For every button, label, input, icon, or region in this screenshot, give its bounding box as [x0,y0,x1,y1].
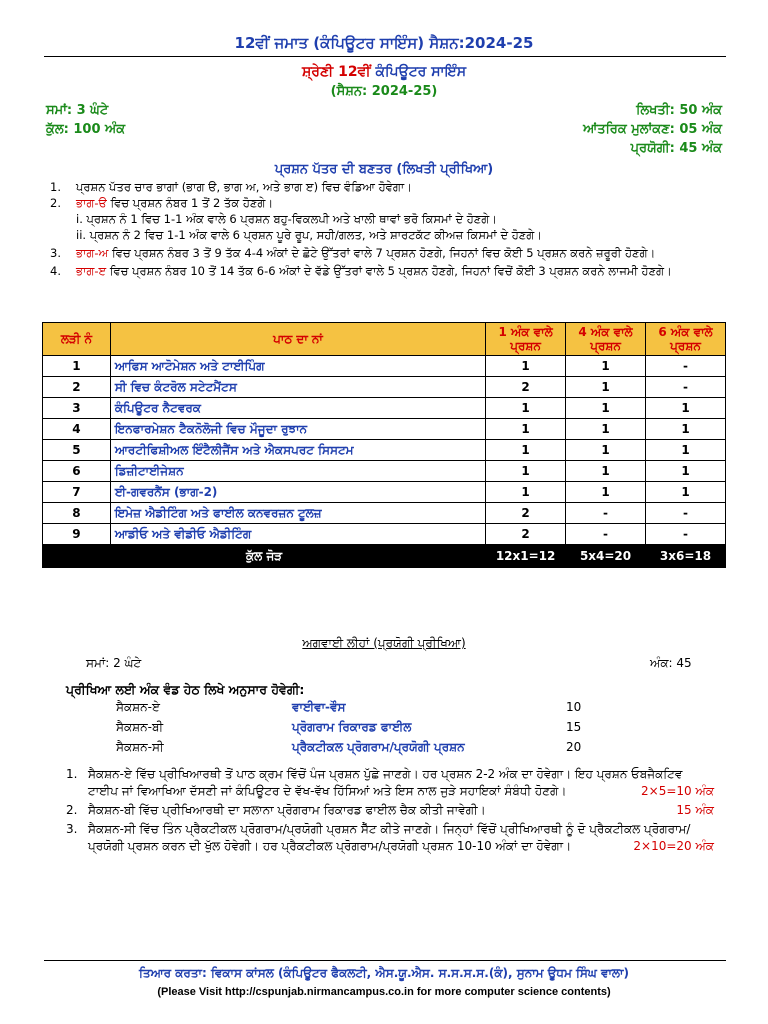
one-mark-cell: 1 [486,419,566,440]
serial-cell: 6 [43,461,111,482]
section-c-marks: 20 [566,740,582,754]
lesson-cell: ਇਮੇਜ਼ ਐਡੀਟਿੰਗ ਅਤੇ ਫਾਈਲ ਕਨਵਰਜ਼ਨ ਟੂਲਜ਼ [110,503,485,524]
col-lesson: ਪਾਠ ਦਾ ਨਾਂ [110,323,485,356]
internal-marks: ਆਂਤਰਿਕ ਮੁਲਾਂਕਣ: 05 ਅੰਕ [583,122,722,137]
total-row [43,545,726,568]
lesson-cell: ਕੰਪਿਊਟਰ ਨੈਟਵਰਕ [110,398,485,419]
six-mark-cell: 1 [646,398,726,419]
session: (ਸੈਸ਼ਨ: 2024-25) [330,84,438,99]
four-mark-cell: 1 [566,419,646,440]
lesson-cell: ਈ-ਗਵਰਨੈਂਸ (ਭਾਗ-2) [110,482,485,503]
one-mark-cell: 1 [486,356,566,377]
six-mark-cell: 1 [646,440,726,461]
practical-time: ਸਮਾਂ: 2 ਘੰਟੇ [86,656,142,670]
distribution-heading: ਪ੍ਰੀਖਿਆ ਲਈ ਅੰਕ ਵੰਡ ਹੇਠ ਲਿਖੇ ਅਨੁਸਾਰ ਹੋਵੇਗੀ: [66,682,305,697]
list-item: 2. ਸੈਕਸ਼ਨ-ਬੀ ਵਿੱਚ ਪ੍ਰੀਖਿਆਰਥੀ ਦਾ ਸਲਾਨਾ ਪ੍ਰੋਗਰਾਮ ਰਿਕਾਰਡ ਫਾਈਲ ਚੈਕ ਕੀਤੀ ਜਾਵੇਗੀ। 15 ਅੰਕ [66,803,714,817]
practical-marks: ਪ੍ਰਯੋਗੀ: 45 ਅੰਕ [630,141,722,156]
lesson-cell: ਡਿਜ਼ੀਟਾਈਜੇਸ਼ਨ [110,461,485,482]
col-six-mark: 6 ਅੰਕ ਵਾਲੇ ਪ੍ਰਸ਼ਨ [646,323,726,356]
table-row [43,419,726,440]
serial-cell: 4 [43,419,111,440]
one-mark-cell: 2 [486,377,566,398]
table-row [43,524,726,545]
paper-structure-list [50,179,720,279]
total-value: 3x6=18 [646,545,726,568]
table-header-row [43,323,726,356]
one-mark-cell: 1 [486,398,566,419]
table-row [43,461,726,482]
syllabus-table [42,322,726,568]
six-mark-cell: 1 [646,482,726,503]
col-one-mark: 1 ਅੰਕ ਵਾਲੇ ਪ੍ਰਸ਼ਨ [486,323,566,356]
one-mark-cell: 2 [486,503,566,524]
list-item: ii. ਪ੍ਰਸ਼ਨ ਨੰ 2 ਵਿਚ 1-1 ਅੰਕ ਵਾਲੇ 6 ਪ੍ਰਸ਼ਨ ਪੂਰੇ ਰੂਪ, ਸਹੀ/ਗਲਤ, ਅਤੇ ਸ਼ਾਰਟਕੱਟ ਕੀਅਜ਼ ਕਿਸਮਾਂ ਦੇ ਹੋਣਗੇ। [76,228,543,242]
four-mark-cell: 1 [566,377,646,398]
written-marks: ਲਿਖਤੀ: 50 ਅੰਕ [636,103,722,118]
col-four-mark: 4 ਅੰਕ ਵਾਲੇ ਪ੍ਰਸ਼ਨ [566,323,646,356]
lesson-cell: ਸੀ ਵਿਚ ਕੰਟਰੋਲ ਸਟੇਟਮੈਂਟਸ [110,377,485,398]
divider [44,56,726,57]
practical-instructions [66,766,714,855]
col-serial: ਲੜੀ ਨੰ [43,323,111,356]
serial-cell: 9 [43,524,111,545]
visit-link: (Please Visit http://cspunjab.nirmancampus.co.in for more computer science contents) [157,986,611,998]
section-a-marks: 10 [566,700,582,714]
list-item: 3. ਭਾਗ-ਅ ਵਿਚ ਪ੍ਰਸ਼ਨ ਨੰਬਰ 3 ਤੋਂ 9 ਤੱਕ 4-4 ਅੰਕਾਂ ਦੇ ਛੋਟੇ ਉੱਤਰਾਂ ਵਾਲੇ 7 ਪ੍ਰਸ਼ਨ ਹੋਣਗੇ, ਜਿਹਨਾਂ ਵਿਚ ਕੋਈ 5 ਪ੍ਰਸ਼ਨ ਕਰਨੇ ਜ਼ਰੂਰੀ ਹੋਣਗੇ। [50,246,656,260]
time-label: ਸਮਾਂ: 3 ਘੰਟੇ [46,103,109,118]
section-a-label: ਵਾਈਵਾ-ਵੌਸ [292,700,346,714]
six-mark-cell: 1 [646,461,726,482]
serial-cell: 7 [43,482,111,503]
paper-structure-heading: ਪ੍ਰਸ਼ਨ ਪੱਤਰ ਦੀ ਬਣਤਰ (ਲਿਖਤੀ ਪ੍ਰੀਖਿਆ) [274,162,494,177]
section-b-marks: 15 [566,720,582,734]
table-row [43,503,726,524]
six-mark-cell: - [646,356,726,377]
serial-cell: 2 [43,377,111,398]
section-b-label: ਪ੍ਰੋਗਰਾਮ ਰਿਕਾਰਡ ਫਾਈਲ [292,720,412,734]
serial-cell: 5 [43,440,111,461]
subtitle-class: ਸ਼੍ਰੇਣੀ 12ਵੀਂ [301,64,371,80]
section-b-name: ਸੈਕਸ਼ਨ-ਬੀ [116,720,164,734]
section-c-label: ਪ੍ਰੈਕਟੀਕਲ ਪ੍ਰੋਗਰਾਮ/ਪ੍ਰਯੋਗੀ ਪ੍ਰਸ਼ਨ [292,740,465,754]
list-item: i. ਪ੍ਰਸ਼ਨ ਨੰ 1 ਵਿਚ 1-1 ਅੰਕ ਵਾਲੇ 6 ਪ੍ਰਸ਼ਨ ਬਹੁ-ਵਿਕਲਪੀ ਅਤੇ ਖਾਲੀ ਥਾਵਾਂ ਭਰੋ ਕਿਸਮਾਂ ਦੇ ਹੋਣਗੇ। [76,212,498,226]
list-item: 4. ਭਾਗ-ੲ ਵਿਚ ਪ੍ਰਸ਼ਨ ਨੰਬਰ 10 ਤੋਂ 14 ਤੱਕ 6-6 ਅੰਕਾਂ ਦੇ ਵੱਡੇ ਉੱਤਰਾਂ ਵਾਲੇ 5 ਪ੍ਰਸ਼ਨ ਹੋਣਗੇ, ਜਿਹਨਾਂ ਵਿਚੋਂ ਕੋਈ 3 ਪ੍ਰਸ਼ਨ ਕਰਨੇ ਲਾਜਮੀ ਹੋਣਗੇ। [50,264,672,278]
list-item: 3. ਸੈਕਸ਼ਨ-ਸੀ ਵਿੱਚ ਤਿੰਨ ਪ੍ਰੈਕਟੀਕਲ ਪ੍ਰੋਗਰਾਮ/ਪ੍ਰਯੋਗੀ ਪ੍ਰਸ਼ਨ ਸੈੱਟ ਕੀਤੇ ਜਾਣਗੇ। ਜਿਨ੍ਹਾਂ ਵਿੱਚੋਂ ਪ੍ਰੀਖਿਆਰਥੀ ਨੂੰ ਦੋ ਪ੍ਰੈਕਟੀਕਲ ਪ੍ਰੋਗਰਾਮ/ਪ੍ਰਯੋਗੀ ਪ੍ਰਸ਼ਨ ਕਰਨ ਦੀ ਖੁੱਲ ਹੋਵੇਗੀ। ਹਰ ਪ੍ਰੈਕਟੀਕਲ ਪ੍ਰੋਗਰਾਮ/ਪ੍ਰਯੋਗੀ ਪ੍ਰਸ਼ਨ 10-10 ਅੰਕਾਂ ਦਾ ਹੋਵੇਗਾ। [66,822,691,853]
section-a-name: ਸੈਕਸ਼ਨ-ਏ [116,700,160,714]
instruction-1-marks: 2×5=10 ਅੰਕ [641,784,714,798]
list-item: 1. ਪ੍ਰਸ਼ਨ ਪੱਤਰ ਚਾਰ ਭਾਗਾਂ (ਭਾਗ ੳ, ਭਾਗ ਅ, ਅਤੇ ਭਾਗ ੲ) ਵਿਚ ਵੰਡਿਆ ਹੋਵੇਗਾ। [50,180,412,194]
lesson-cell: ਆਡੀਓ ਅਤੇ ਵੀਡੀਓ ਐਡੀਟਿੰਗ [110,524,485,545]
one-mark-cell: 2 [486,524,566,545]
practical-marks-total: ਅੰਕ: 45 [650,656,692,670]
table-row [43,440,726,461]
six-mark-cell: - [646,377,726,398]
total-value: 5x4=20 [566,545,646,568]
lesson-cell: ਆਰਟੀਫਿਸ਼ੀਅਲ ਇੰਟੈਲੀਜੈਂਸ ਅਤੇ ਐਕਸਪਰਟ ਸਿਸਟਮ [110,440,485,461]
four-mark-cell: 1 [566,461,646,482]
subtitle [0,64,768,80]
table-row [43,377,726,398]
total-marks: ਕੁੱਲ: 100 ਅੰਕ [46,122,126,137]
table-row [43,482,726,503]
section-c-name: ਸੈਕਸ਼ਨ-ਸੀ [116,740,164,754]
subtitle-subject: ਕੰਪਿਊਟਰ ਸਾਇੰਸ [375,64,467,80]
instruction-2-marks: 15 ਅੰਕ [676,803,714,817]
four-mark-cell: 1 [566,398,646,419]
footer-divider [44,960,726,961]
six-mark-cell: - [646,503,726,524]
serial-cell: 3 [43,398,111,419]
page-title: 12ਵੀਂ ਜਮਾਤ (ਕੰਪਿਊਟਰ ਸਾਇੰਸ) ਸੈਸ਼ਨ:2024-25 [234,34,534,52]
table-row [43,398,726,419]
serial-cell: 8 [43,503,111,524]
four-mark-cell: 1 [566,482,646,503]
lesson-cell: ਆਫਿਸ ਆਟੋਮੇਸ਼ਨ ਅਤੇ ਟਾਈਪਿੰਗ [110,356,485,377]
lesson-cell: ਇਨਫਾਰਮੇਸ਼ਨ ਟੈਕਨੋਲੋਜੀ ਵਿਚ ਮੌਜੂਦਾ ਰੁਝਾਨ [110,419,485,440]
four-mark-cell: 1 [566,356,646,377]
four-mark-cell: - [566,503,646,524]
instruction-3-marks: 2×10=20 ਅੰਕ [633,839,714,853]
serial-cell: 1 [43,356,111,377]
four-mark-cell: - [566,524,646,545]
total-value: 12x1=12 [486,545,566,568]
list-item: 2. ਭਾਗ-ੳ ਵਿਚ ਪ੍ਰਸ਼ਨ ਨੰਬਰ 1 ਤੋਂ 2 ਤੱਕ ਹੋਣਗੇ। [50,196,274,210]
four-mark-cell: 1 [566,440,646,461]
total-label: ਕੁੱਲ ਜੋੜ [43,545,486,568]
prepared-by: ਤਿਆਰ ਕਰਤਾ: ਵਿਕਾਸ ਕਾਂਸਲ (ਕੰਪਿਊਟਰ ਫੈਕਲਟੀ, ਐਸ.ਯੂ.ਐਸ. ਸ.ਸ.ਸ.ਸ.(ਕੰ), ਸੁਨਾਮ ਊਧਮ ਸਿੰਘ ਵਾਲਾ) [139,966,629,980]
six-mark-cell: - [646,524,726,545]
table-row [43,356,726,377]
one-mark-cell: 1 [486,440,566,461]
list-item: 1. ਸੈਕਸ਼ਨ-ਏ ਵਿੱਚ ਪ੍ਰੀਖਿਆਰਥੀ ਤੋਂ ਪਾਠ ਕ੍ਰਮ ਵਿੱਚੋਂ ਪੰਜ ਪ੍ਰਸ਼ਨ ਪੁੱਛੇ ਜਾਣਗੇ। ਹਰ ਪ੍ਰਸ਼ਨ 2-2 ਅੰਕ ਦਾ ਹੋਵੇਗਾ। ਇਹ ਪ੍ਰਸ਼ਨ ਓਬਜੈਕਟਿਵ ਟਾਈਪ ਜਾਂ ਵਿਆਖਿਆ ਦੱਸਣੀ ਜਾਂ ਕੰਪਿਊਟਰ ਦੇ ਵੱਖ-ਵੱਖ ਹਿੱਸਿਆਂ ਅਤੇ ਇਸ ਨਾਲ ਜੁੜੇ ਸਹਾਇਕਾਂ ਸੰਬੰਧੀ ਹੋਣਗੇ। [66,767,683,798]
one-mark-cell: 1 [486,461,566,482]
one-mark-cell: 1 [486,482,566,503]
practical-heading: ਅਗਵਾਈ ਲੀਹਾਂ (ਪ੍ਰਯੋਗੀ ਪ੍ਰੀਖਿਆ) [302,636,466,650]
six-mark-cell: 1 [646,419,726,440]
